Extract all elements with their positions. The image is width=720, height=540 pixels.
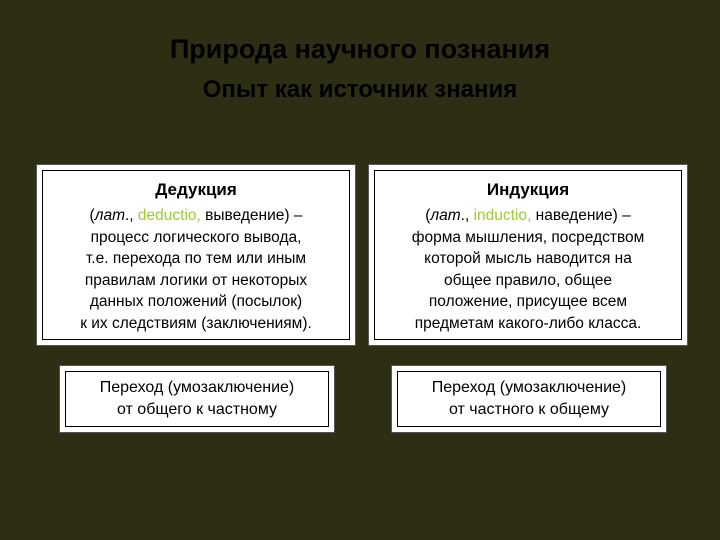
deduction-box (37, 165, 355, 345)
lat-abbrev: лат (94, 207, 125, 224)
transition-general-to-particular: Переход (умозаключение) от общего к частному (60, 366, 334, 432)
latin-term: inductio, (473, 207, 532, 224)
slide-subtitle: Опыт как источник знания (202, 76, 518, 103)
transition-particular-to-general: Переход (умозаключение) от частного к общему (392, 366, 666, 432)
induction-heading: Индукция (486, 180, 570, 199)
induction-box (369, 165, 687, 345)
slide-title: Природа научного познания (169, 34, 551, 64)
deduction-definition: (лат., deductio, выведение) – процесс логического вывода, т.е. перехода по тем или иным правилам логики от некоторых данных положений (посылок) к их следствиям (заключениям). (80, 207, 312, 332)
deduction-heading: Дедукция (155, 180, 237, 199)
lat-abbrev: лат (430, 207, 461, 224)
induction-definition: (лат., inductio, наведение) – форма мышления, посредством которой мысль наводится на общее правило, общее положение, присущее всем предметам какого-либо класса. (411, 207, 645, 332)
latin-term: deductio, (137, 207, 201, 224)
